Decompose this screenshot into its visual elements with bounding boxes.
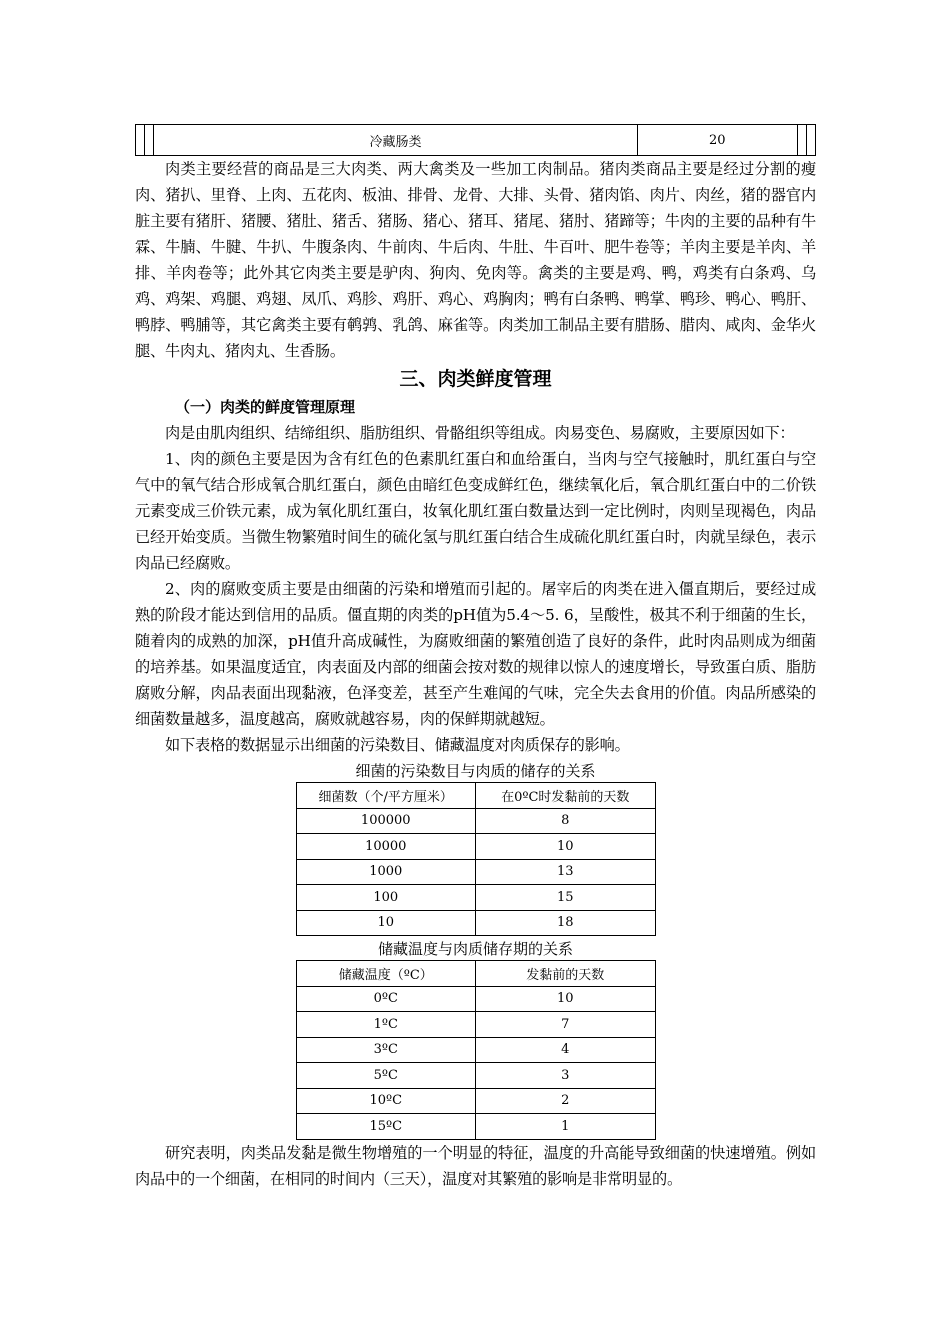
paragraph-research-findings: 研究表明，肉类品发黏是微生物增殖的一个明显的特征，温度的升高能导致细菌的快速增殖。例如肉品中的一个细菌，在相同的时间内（三天），温度对其繁殖的影响是非常明显的。	[135, 1143, 816, 1188]
top-table-fragment	[135, 124, 816, 156]
table-header-cell: 发黏前的天数	[476, 961, 656, 987]
subsection-heading: （一）肉类的鲜度管理原理	[175, 398, 356, 416]
table-cell: 18	[476, 910, 656, 936]
table-cell: 10	[476, 986, 656, 1012]
table-cell: 100	[296, 885, 476, 911]
table-cell: 4	[476, 1037, 656, 1063]
table-cell: 1000	[296, 859, 476, 885]
table-header-cell: 细菌数（个/平方厘米）	[296, 783, 476, 809]
table-row	[296, 1063, 655, 1089]
table-cell	[145, 125, 154, 156]
temperature-table	[296, 960, 656, 1140]
table-cell: 13	[476, 859, 656, 885]
table-cell	[806, 125, 815, 156]
table-row	[296, 885, 655, 911]
table-header-cell: 在0ºC时发黏前的天数	[476, 783, 656, 809]
table-row	[296, 1114, 655, 1140]
table-cell: 冷藏肠类	[154, 125, 637, 156]
table-header-row	[296, 783, 655, 809]
table-cell: 10	[296, 910, 476, 936]
table-cell: 7	[476, 1012, 656, 1038]
paragraph-meat-products: 肉类主要经营的商品是三大肉类、两大禽类及一些加工肉制品。猪肉类商品主要是经过分割的瘦肉、猪扒、里脊、上肉、五花肉、板油、排骨、龙骨、大排、头骨、猪肉馅、肉片、肉丝，猪的器官内脏主要有猪肝、猪腰、猪肚、猪舌、猪肠、猪心、猪耳、猪尾、猪肘、猪蹄等；牛肉的主要的品种有牛霖、牛腩、牛腱、牛扒、牛腹条肉、牛前肉、牛后肉、牛肚、牛百叶、肥牛卷等；羊肉主要是羊肉、羊排、羊肉卷等；此外其它肉类主要是驴肉、狗肉、免肉等。禽类的主要是鸡、鸭，鸡类有白条鸡、乌鸡、鸡架、鸡腿、鸡翅、凤爪、鸡胗、鸡肝、鸡心、鸡胸肉；鸭有白条鸭、鸭掌、鸭珍、鸭心、鸭肝、鸭脖、鸭脯等，其它禽类主要有鹌鹑、乳鸽、麻雀等。肉类加工制品主要有腊肠、腊肉、咸肉、金华火腿、牛肉丸、猪肉丸、生香肠。	[135, 160, 816, 360]
table-row	[136, 125, 816, 156]
table-row	[296, 859, 655, 885]
paragraph-meat-composition: 肉是由肌肉组织、结缔组织、脂肪组织、骨骼组织等组成。肉易变色、易腐败，主要原因如下：	[165, 424, 795, 442]
table-row	[296, 1012, 655, 1038]
table-header-row	[296, 961, 655, 987]
bacteria-table	[296, 782, 656, 936]
table-cell: 100000	[296, 808, 476, 834]
temperature-table-caption: 储藏温度与肉质储存期的关系	[377, 940, 573, 958]
paragraph-meat-spoilage: 2、肉的腐败变质主要是由细菌的污染和增殖而引起的。屠宰后的肉类在进入僵直期后，要经过成熟的阶段才能达到信用的品质。僵直期的肉类的pH值为5.4～5. 6，呈酸性，极其不利于细菌的生长，随着肉的成熟的加深，pH值升高成碱性，为腐败细菌的繁殖创造了良好的条件，此时肉品则成为细菌的培养基。如果温度适宜，肉表面及内部的细菌会按对数的规律以惊人的速度增长，导致蛋白质、脂肪腐败分解，肉品表面出现黏液，色泽变差，甚至产生难闻的气味，完全失去食用的价值。肉品所感染的细菌数量越多，温度越高，腐败就越容易，肉的保鲜期就越短。	[135, 580, 816, 728]
table-cell: 0ºC	[296, 986, 476, 1012]
table-cell	[136, 125, 145, 156]
table-cell: 3	[476, 1063, 656, 1089]
table-cell	[797, 125, 806, 156]
table-header-cell: 储藏温度（ºC）	[296, 961, 476, 987]
table-row	[296, 910, 655, 936]
table-cell: 3ºC	[296, 1037, 476, 1063]
bacteria-table-caption: 细菌的污染数目与肉质的储存的关系	[355, 762, 596, 780]
table-row	[296, 808, 655, 834]
table-row	[296, 834, 655, 860]
table-cell: 15ºC	[296, 1114, 476, 1140]
table-cell: 10ºC	[296, 1088, 476, 1114]
document-page	[135, 124, 816, 1192]
table-cell: 1ºC	[296, 1012, 476, 1038]
paragraph-table-intro: 如下表格的数据显示出细菌的污染数目、储藏温度对肉质保存的影响。	[165, 736, 630, 754]
table-cell: 10000	[296, 834, 476, 860]
table-cell: 8	[476, 808, 656, 834]
table-cell: 10	[476, 834, 656, 860]
table-cell: 2	[476, 1088, 656, 1114]
paragraph-meat-color: 1、肉的颜色主要是因为含有红色的色素肌红蛋白和血给蛋白，当肉与空气接触时，肌红蛋白与空气中的氧气结合形成氧合肌红蛋白，颜色由暗红色变成鲜红色，继续氧化后，氧合肌红蛋白中的二价铁元素变成三价铁元素，成为氧化肌红蛋白，妆氧化肌红蛋白数量达到一定比例时，肉则呈现褐色，肉品已经开始变质。当微生物繁殖时间生的硫化氢与肌红蛋白结合生成硫化肌红蛋白时，肉就呈绿色，表示肉品已经腐败。	[135, 450, 816, 572]
table-row	[296, 1037, 655, 1063]
table-cell: 20	[637, 125, 797, 156]
table-row	[296, 986, 655, 1012]
table-cell: 1	[476, 1114, 656, 1140]
table-cell: 5ºC	[296, 1063, 476, 1089]
table-cell: 15	[476, 885, 656, 911]
section-heading: 三、肉类鲜度管理	[399, 368, 552, 390]
table-row	[296, 1088, 655, 1114]
